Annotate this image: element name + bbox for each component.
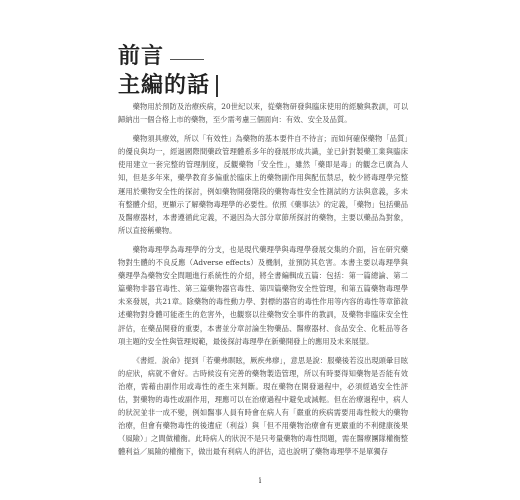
heading-title: 前言 (118, 44, 165, 69)
heading-rule (170, 59, 204, 60)
heading-vertical-bar (216, 75, 218, 97)
paragraph-3: 藥物毒理學為毒理學的分支，也是現代藥理學與毒理學發展交集的介面，旨在研究藥物對生體的不良反應（Adverse effects）及機制，並預防其危害。本書主要以毒理學與藥理學為藥物安全問題進行系統性的介紹，將全書編輯成五篇：包括：第一篇總論、第二篇藥物非器官毒性、第三篇藥物器官毒性、第四篇藥物安全性管理，和第五篇藥物毒理學未來發展，共21章。除藥物的毒性動力學、對標的器官的毒性作用等内容的毒性等章節敘述藥物對身體可能產生的危害外，也觀察以往藥物安全事件的教訓，及藥物非臨床安全性評估，在藥品開發的重要，本書並分章討論生物藥品、醫療器材、食品安全、化粧品等各項主題的安全性與管理規範，最後探討毒理學在新藥開發上的應用及未來展望。 (118, 244, 408, 346)
heading-line-1 (118, 44, 218, 70)
paragraph-1: 藥物用於預防及治療疾病，20世紀以來，從藥物研發與臨床使用的經驗與教訓，可以歸納出一個合格上市的藥物，至少需考慮三個面向：有效、安全及品質。 (118, 102, 408, 125)
preface-heading (118, 44, 218, 100)
heading-subtitle: 主編的話 (118, 73, 211, 98)
paragraph-2: 藥物須具療效，所以「有效性」為藥物的基本要件自不待言；而如何確保藥物「品質」的優良與均一，經過國際間藥政管理體系多年的發展形成共識，並已針對製藥工業與臨床使用建立一套完整的管理制度，反觀藥物「安全性」，雖然「藥即是毒」的觀念已廣為人知，但是多年來，藥學教育多偏重於臨床上的藥物副作用與配伍禁忌，較少將毒理學完整運用於藥物安全性的探討，例如藥物開發階段的藥物毒性安全性測試的方法與意義，多未有整體介紹，更顯示了解藥物毒理學的必要性。依照《藥事法》的定義，「藥物」包括藥品及醫療器材，本書遵循此定義，不過因為大部分章節所探討的藥物，主要以藥品為對象，所以直接稱藥物。 (118, 134, 408, 235)
page-number: i (258, 476, 262, 485)
body-text (118, 100, 408, 464)
paragraph-4: 《書經．說命》提到「若藥弗瞑眩，厥疾弗瘳」，意思是說：服藥後若沒出現頭暈目眩的症狀，病就不會好。古時候沒有完善的藥物製造管理，所以有時要得知藥物是否能有效治療，需藉由副作用或毒性的產生來判斷。現在藥物在開發過程中，必須經過安全性評估，對藥物的毒性或副作用，理應可以在治療過程中避免或減輕。但在治療過程中，病人的狀況並非一成不變，例如醫事人員有時會在病人有「嚴重的疾病需要用毒性較大的藥物治療，但會有藥物毒性的後遺症（利益）與「但不用藥物治療會有更嚴重的不利健康後果（風險）」之間做權衡。此時病人的狀況不是只考量藥物的毒性問題，需在醫療團隊權衡整體利益／風險的權衡下，做出最有利病人的評估，這也說明了藥物毒理學不是單獨存 (118, 355, 408, 457)
heading-line-2 (118, 72, 218, 100)
